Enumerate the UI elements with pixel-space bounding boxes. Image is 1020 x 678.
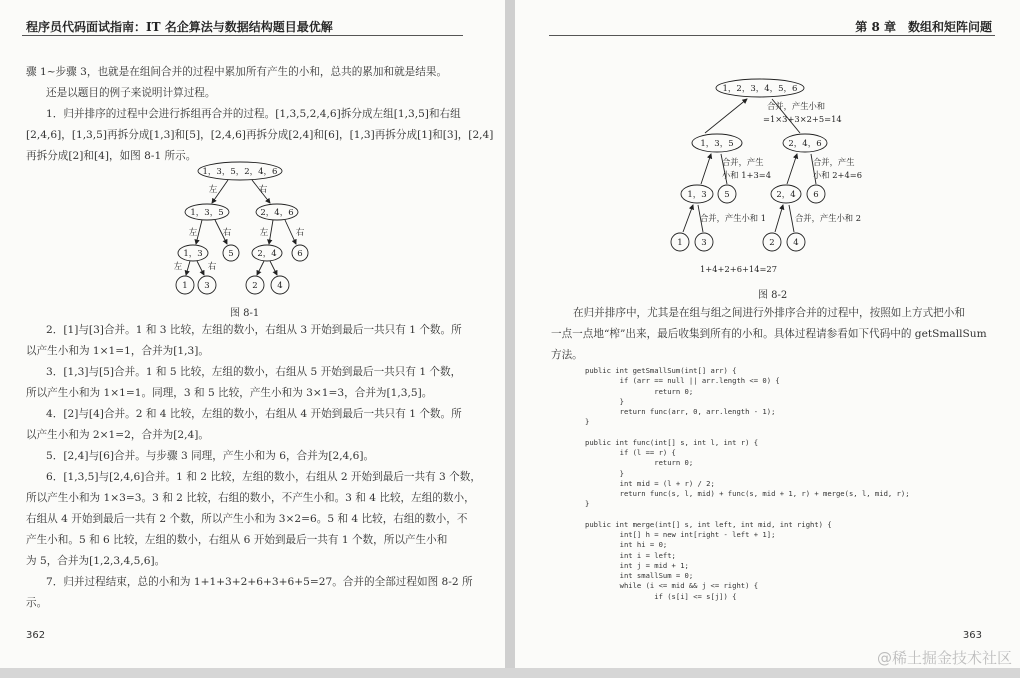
left-paragraph-line: [2,4,6]，[1,3,5]再拆分成[1,3]和[5]，[2,4,6]再拆分成[2,4]和[6]，[1,3]再拆分成[1]和[3]，[2,4] xyxy=(26,129,494,141)
left-paragraph-line: 3．[1,3]与[5]合并。1 和 5 比较，左组的数小，右组从 5 开始到最后一共只有 1 个数， xyxy=(46,366,462,378)
tree-node-label: 2，4 xyxy=(776,190,796,200)
figure-caption: 图 8-2 xyxy=(758,290,788,301)
tree-node-label: 5 xyxy=(724,190,730,200)
left-paragraph-line: 1．归并排序的过程中会进行拆组再合并的过程。[1,3,5,2,4,6]拆分成左组[1,3,5]和右组 xyxy=(46,108,461,120)
tree-node-label: 1，2，3，4，5，6 xyxy=(722,84,798,94)
tree-node-label: 2 xyxy=(769,238,775,248)
merge-annotation: 合并，产生小和 xyxy=(767,101,826,111)
left-page xyxy=(0,0,505,668)
edge-label: 左 xyxy=(173,262,183,272)
edge-label: 左 xyxy=(259,228,269,238)
tree-node-label: 5 xyxy=(228,249,234,259)
tree-edge xyxy=(789,205,794,232)
right-running-header: 第 8 章 数组和矩阵问题 xyxy=(855,20,992,34)
tree-edge xyxy=(683,205,693,232)
merge-annotation: 合并，产生小和 2 xyxy=(795,213,861,223)
tree-node-label: 1 xyxy=(182,281,188,291)
tree-node-label: 1 xyxy=(677,238,683,248)
tree-node-label: 2，4，6 xyxy=(260,208,294,218)
tree-edge xyxy=(787,154,797,184)
left-paragraph-line: 为 5，合并为[1,2,3,4,5,6]。 xyxy=(26,555,166,567)
left-paragraph-line: 示。 xyxy=(26,597,48,609)
merge-annotation: 小和 2+4=6 xyxy=(813,170,862,180)
tree-edge xyxy=(705,99,747,133)
figure-8-1-split-tree xyxy=(160,155,320,303)
tree-edge xyxy=(186,261,190,275)
left-paragraph-line: 还是以题目的例子来说明计算过程。 xyxy=(46,87,216,99)
tree-edge xyxy=(269,220,273,244)
edge-label: 左 xyxy=(208,185,218,195)
left-paragraph-line: 右组从 4 开始到最后一共有 2 个数，所以产生小和为 3×2=6。5 和 4 比较，右组的数小，不 xyxy=(26,513,468,525)
edge-label: 右 xyxy=(295,228,305,238)
merge-annotation: 合并，产生 xyxy=(813,157,855,167)
page-number: 362 xyxy=(26,630,46,641)
left-paragraph-line: 4．[2]与[4]合并。2 和 4 比较，左组的数小，右组从 4 开始到最后一共只有 1 个数。所 xyxy=(46,408,462,420)
merge-annotation: =1×3+3×2+5=14 xyxy=(763,114,842,124)
left-paragraph-line: 5．[2,4]与[6]合并。与步骤 3 同理，产生小和为 6，合并为[2,4,6]。 xyxy=(46,450,375,462)
tree-node-label: 1，3 xyxy=(687,190,707,200)
left-header-rule xyxy=(22,35,463,36)
tree-node-label: 6 xyxy=(813,190,819,200)
edge-label: 左 xyxy=(188,228,198,238)
bottom-shadow xyxy=(0,668,1020,678)
tree-node-label: 4 xyxy=(277,281,283,291)
left-paragraph-line: 所以产生小和为 1×3=3。3 和 2 比较，右组的数小，不产生小和。3 和 4 比较，左组的数小， xyxy=(26,492,475,504)
tree-edge xyxy=(197,261,204,275)
watermark: @稀土掘金技术社区 xyxy=(876,649,1012,667)
tree-node-label: 2，4 xyxy=(257,249,277,259)
tree-edge xyxy=(775,205,783,232)
merge-annotation: 合并，产生 xyxy=(722,157,764,167)
tree-node-label: 1，3，5，2，4，6 xyxy=(202,167,278,177)
figure-caption: 图 8-1 xyxy=(230,308,260,319)
right-header-rule xyxy=(549,35,995,36)
edge-label: 右 xyxy=(258,185,268,195)
left-paragraph-line: 产生小和。5 和 6 比较，左组的数小，右组从 6 开始到最后一共有 1 个数，所以产生小和 xyxy=(26,534,448,546)
tree-node-label: 1，3，5 xyxy=(190,208,224,218)
tree-node-label: 1，3 xyxy=(183,249,203,259)
right-paragraph-line: 一点一点地“榨”出来，最后收集到所有的小和。具体过程请参看如下代码中的 getSmallSum xyxy=(551,328,987,340)
left-paragraph-line: 所以产生小和为 1×1=1。同理，3 和 5 比较，产生小和为 3×1=3，合并为[1,3,5]。 xyxy=(26,387,433,399)
tree-edge xyxy=(701,154,711,184)
right-paragraph-line: 在归并排序中，尤其是在组与组之间进行外排序合并的过程中，按照如上方式把小和 xyxy=(573,307,965,319)
left-paragraph-line: 以产生小和为 1×1=1，合并为[1,3]。 xyxy=(26,345,209,357)
tree-node-label: 2 xyxy=(252,281,258,291)
tree-edge xyxy=(285,220,296,244)
right-paragraph-line: 方法。 xyxy=(551,349,583,361)
left-paragraph-line: 6．[1,3,5]与[2,4,6]合并。1 和 2 比较，左组的数小，右组从 2 开始到最后一共有 3 个数， xyxy=(46,471,481,483)
right-page xyxy=(515,0,1020,668)
tree-node-label: 1，3，5 xyxy=(700,139,734,149)
left-paragraph-line: 以产生小和为 2×1=2，合并为[2,4]。 xyxy=(26,429,209,441)
tree-node-label: 3 xyxy=(701,238,707,248)
left-paragraph-line: 骤 1~步骤 3，也就是在组间合并的过程中累加所有产生的小和，总共的累加和就是结果。 xyxy=(26,66,448,78)
figure-8-2-merge-tree xyxy=(665,72,885,282)
page-number: 363 xyxy=(962,630,982,641)
edge-label: 右 xyxy=(207,262,217,272)
tree-node-label: 2，4，6 xyxy=(788,139,822,149)
total-small-sum: 1+4+2+6+14=27 xyxy=(700,264,777,274)
tree-edge xyxy=(270,261,277,275)
merge-annotation: 合并，产生小和 1 xyxy=(700,213,766,223)
tree-edge xyxy=(257,261,264,275)
tree-node-label: 6 xyxy=(297,249,303,259)
left-paragraph-line: 再拆分成[2]和[4]，如图 8-1 所示。 xyxy=(26,150,197,162)
page-gutter xyxy=(505,0,515,678)
tree-node-label: 4 xyxy=(793,238,799,248)
code-listing: public int getSmallSum(int[] arr) { if (arr == null || arr.length <= 0) { return 0; } return func(arr, 0, arr.length - 1); } public int func(int[] s, int l, int r) { if (l == r) { return 0; } int mid = (l + r) / 2; return func(s, l, mid) + func(s, mid + 1, r) + merge(s, l, mid, r); } public int merge(int[] s, int left, int mid, int right) { int[] h = new int[right - left + 1]; int hi = 0; int i = left; int j = mid + 1; int smallSum = 0; while (i <= mid && j <= right) { if (s[i] <= s[j]) { xyxy=(585,366,910,601)
merge-annotation: 小和 1+3=4 xyxy=(722,170,771,180)
tree-node-label: 3 xyxy=(204,281,210,291)
left-running-header: 程序员代码面试指南：IT 名企算法与数据结构题目最优解 xyxy=(26,20,333,34)
left-paragraph-line: 7．归并过程结束，总的小和为 1+1+3+2+6+3+6+5=27。合并的全部过程如图 8-2 所 xyxy=(46,576,473,588)
left-paragraph-line: 2．[1]与[3]合并。1 和 3 比较，左组的数小，右组从 3 开始到最后一共只有 1 个数。所 xyxy=(46,324,462,336)
edge-label: 右 xyxy=(222,228,232,238)
